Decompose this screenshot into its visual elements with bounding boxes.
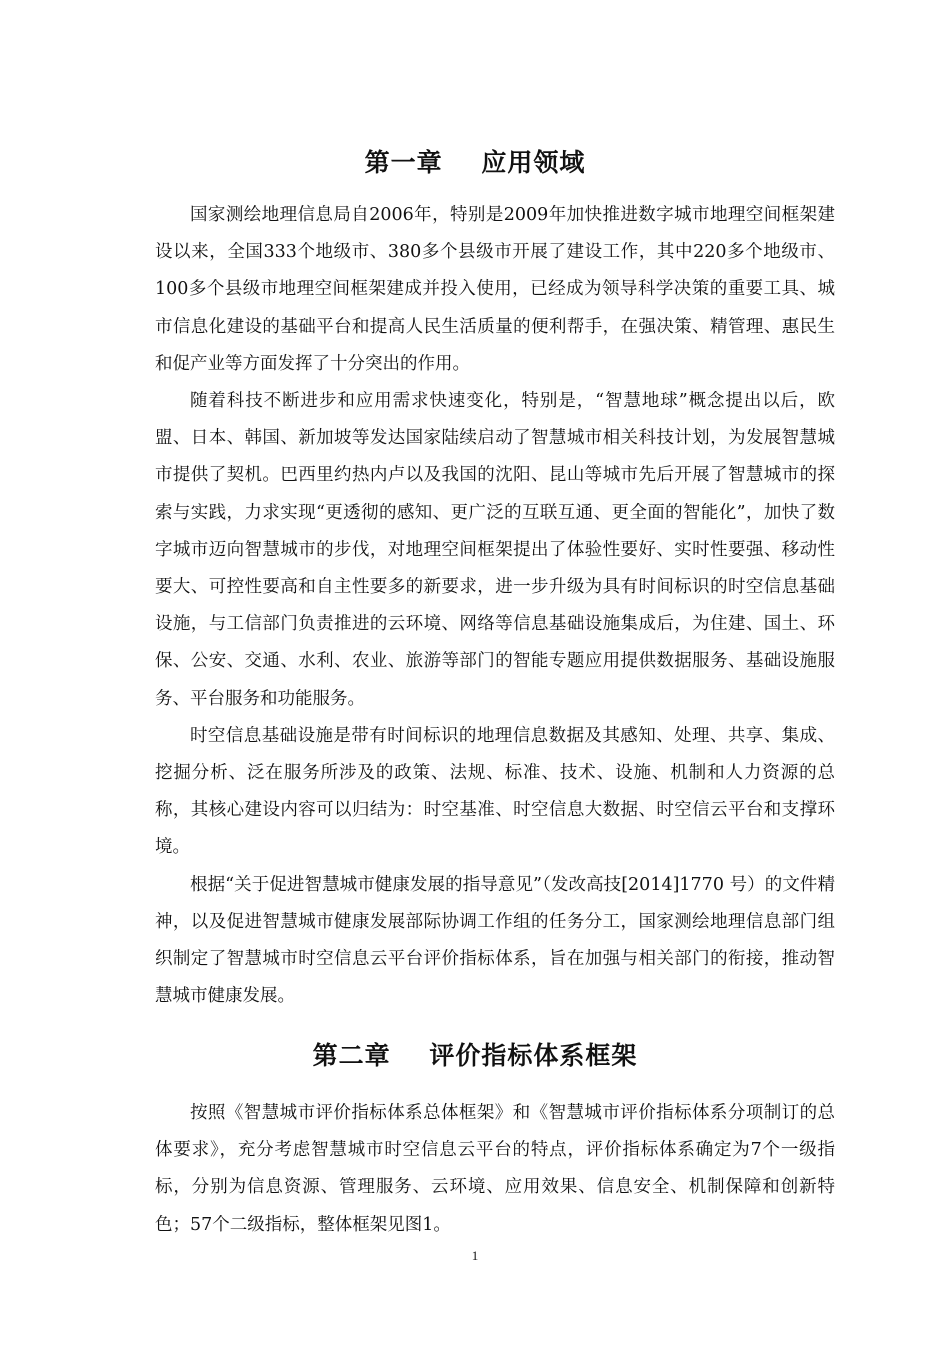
chapter-2-title: 第二章 评价指标体系框架 [312,1041,638,1070]
chapter-1-body [155,197,835,1015]
chapter-1-paragraph-4: 根据“关于促进智慧城市健康发展的指导意见”（发改高技[2014]1770 号）的文件精神，以及促进智慧城市健康发展部际协调工作组的任务分工，国家测绘地理信息部门组织制定了智慧城市时空信息云平台评价指标体系，旨在加强与相关部门的衔接，推动智慧城市健康发展。 [155,874,835,1007]
chapter-1-paragraph-2: 随着科技不断进步和应用需求快速变化，特别是，“智慧地球”概念提出以后，欧盟、日本、韩国、新加坡等发达国家陆续启动了智慧城市相关科技计划，为发展智慧城市提供了契机。巴西里约热内卢以及我国的沈阳、昆山等城市先后开展了智慧城市的探索与实践，力求实现“更透彻的感知、更广泛的互联互通、更全面的智能化”，加快了数字城市迈向智慧城市的步伐，对地理空间框架提出了体验性要好、实时性要强、移动性要大、可控性要高和自主性要多的新要求，进一步升级为具有时间标识的时空信息基础设施，与工信部门负责推进的云环境、网络等信息基础设施集成后，为住建、国土、环保、公安、交通、水利、农业、旅游等部门的智能专题应用提供数据服务、基础设施服务、平台服务和功能服务。 [155,391,835,709]
chapter-1-paragraph-3: 时空信息基础设施是带有时间标识的地理信息数据及其感知、处理、共享、集成、挖掘分析、泛在服务所涉及的政策、法规、标准、技术、设施、机制和人力资源的总称，其核心建设内容可以归结为：时空基准、时空信息大数据、时空信云平台和支撑环境。 [155,725,835,858]
chapter-2-body [155,1095,835,1244]
chapter-1-title: 第一章 应用领域 [364,148,586,177]
page-number: 1 [471,1248,479,1263]
chapter-1-paragraph-1: 国家测绘地理信息局自2006年，特别是2009年加快推进数字城市地理空间框架建设以来，全国333个地级市、380多个县级市开展了建设工作，其中220多个地级市、100多个县级市地理空间框架建成并投入使用，已经成为领导科学决策的重要工具、城市信息化建设的基础平台和提高人民生活质量的便利帮手，在强决策、精管理、惠民生和促产业等方面发挥了十分突出的作用。 [155,205,835,374]
chapter-2-paragraph-1: 按照《智慧城市评价指标体系总体框架》和《智慧城市评价指标体系分项制订的总体要求》，充分考虑智慧城市时空信息云平台的特点，评价指标体系确定为7个一级指标，分别为信息资源、管理服务、云环境、应用效果、信息安全、机制保障和创新特色；57个二级指标，整体框架见图1。 [155,1103,835,1235]
